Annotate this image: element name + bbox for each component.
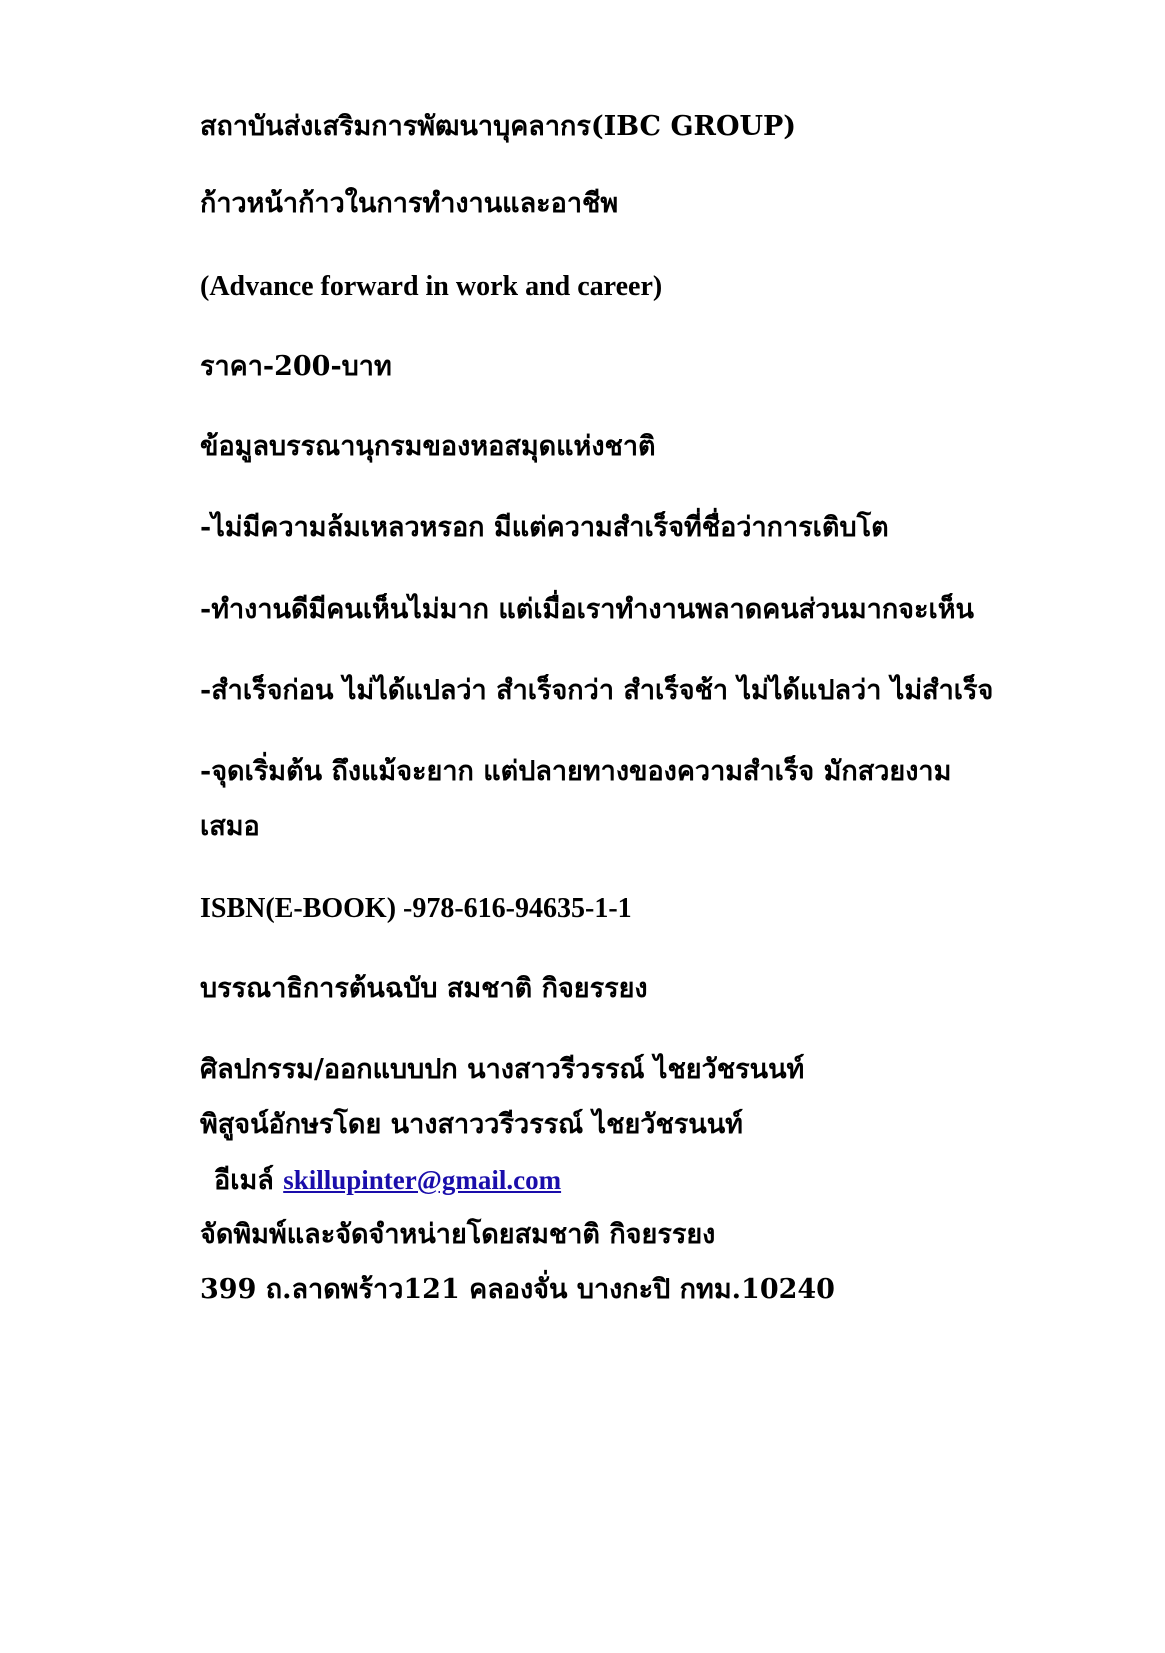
price: ราคา-200-บาท [200,351,392,382]
cataloging-heading: ข้อมูลบรรณานุกรมของหอสมุดแห่งชาติ [200,431,656,462]
institute-name: สถาบันส่งเสริมการพัฒนาบุคลากร(IBC GROUP) [200,111,797,142]
email-label: อีเมล์ [214,1165,274,1196]
proofreader-credit: พิสูจน์อักษรโดย นางสาววรีวรรณ์ ไชยวัชรนนท์ [200,1109,743,1140]
cover-design-credit: ศิลปกรรม/ออกแบบปก นางสาวรีวรรณ์ ไชยวัชรนนท์ [200,1054,805,1085]
email-row [214,1163,561,1198]
isbn: ISBN(E-BOOK) -978-616-94635-1-1 [200,893,632,924]
publisher-credit: จัดพิมพ์และจัดจำหน่ายโดยสมชาติ กิจยรรยง [200,1219,716,1250]
quote-line-continuation: เสมอ [200,811,260,842]
editor-credit: บรรณาธิการต้นฉบับ สมชาติ กิจยรรยง [200,973,648,1004]
quote-line: -สำเร็จก่อน ไม่ได้แปลว่า สำเร็จกว่า สำเร็จช้า ไม่ได้แปลว่า ไม่สำเร็จ [200,675,994,706]
book-title-thai: ก้าวหน้าก้าวในการทำงานและอาชีพ [200,188,619,219]
quote-line: -ทำงานดีมีคนเห็นไม่มาก แต่เมื่อเราทำงานพลาดคนส่วนมากจะเห็น [200,594,974,625]
quote-line: -ไม่มีความล้มเหลวหรอก มีแต่ความสำเร็จที่ชื่อว่าการเติบโต [200,512,889,543]
email-link[interactable]: skillupinter@gmail.com [283,1165,562,1195]
publisher-address: 399 ถ.ลาดพร้าว121 คลองจั่น บางกะปิ กทม.10240 [200,1274,835,1305]
book-title-english: (Advance forward in work and career) [200,271,663,302]
quote-line: -จุดเริ่มต้น ถึงแม้จะยาก แต่ปลายทางของความสำเร็จ มักสวยงาม [200,756,952,787]
